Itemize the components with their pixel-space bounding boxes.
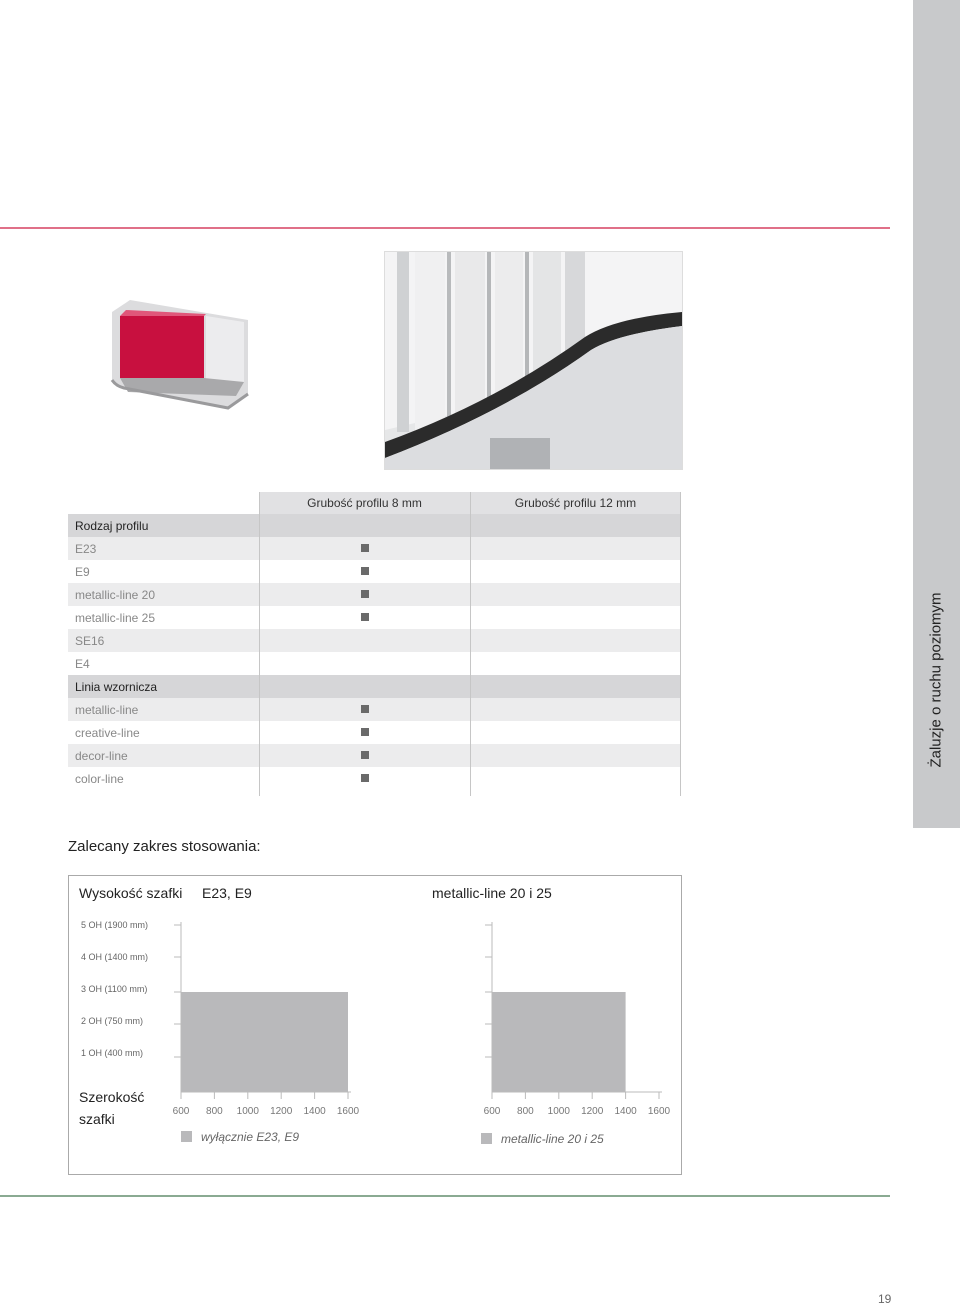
header-12mm: Grubość profilu 12 mm (470, 492, 681, 514)
table-row (68, 744, 681, 767)
available-mark-icon (361, 544, 369, 552)
legend-1 (181, 1130, 299, 1144)
product-photo (384, 251, 683, 470)
table-row (68, 537, 681, 560)
x-tick-label: 800 (517, 1106, 534, 1117)
y-level-label: 1 OH (400 mm) (81, 1048, 144, 1058)
x-tick-label: 600 (172, 1106, 190, 1117)
row-label: E4 (75, 657, 90, 671)
table-row (68, 583, 681, 606)
chart-title-1: E23, E9 (202, 885, 252, 901)
table-row (68, 652, 681, 675)
top-rule (0, 227, 890, 229)
x-tick-label: 1200 (270, 1106, 293, 1117)
available-mark-icon (361, 705, 369, 713)
x-tick-label: 1200 (581, 1106, 604, 1117)
available-mark-icon (361, 774, 369, 782)
height-label: Wysokość szafki (79, 885, 183, 901)
row-label: metallic-line 20 (75, 588, 156, 602)
legend-2 (481, 1132, 604, 1146)
row-label: decor-line (75, 749, 128, 763)
available-mark-icon (361, 613, 369, 621)
table-row (68, 698, 681, 721)
row-label: color-line (75, 772, 124, 786)
x-tick-label: 1400 (614, 1106, 637, 1117)
side-tab-title: Żaluzje o ruchu poziomym (927, 592, 945, 768)
table-row (68, 606, 681, 629)
available-mark-icon (361, 590, 369, 598)
table-divider (680, 492, 681, 796)
row-label: creative-line (75, 726, 140, 740)
x-tick-label: 1400 (303, 1106, 326, 1117)
table-row (68, 721, 681, 744)
available-mark-icon (361, 567, 369, 575)
y-level-label: 2 OH (750 mm) (81, 1016, 144, 1026)
profile-table (68, 492, 681, 796)
available-mark-icon (361, 751, 369, 759)
table-row (68, 767, 681, 790)
x-tick-label: 1000 (547, 1106, 570, 1117)
usage-range-box (68, 875, 682, 1175)
legend-text: metallic-line 20 i 25 (501, 1132, 604, 1146)
table-row (68, 560, 681, 583)
table-row (68, 629, 681, 652)
range-region (492, 992, 626, 1092)
legend-swatch (181, 1131, 192, 1142)
y-level-label: 3 OH (1100 mm) (81, 984, 148, 994)
x-tick-label: 800 (206, 1106, 223, 1117)
width-label-line: szafki (79, 1111, 115, 1127)
y-level-label: 5 OH (1900 mm) (81, 920, 149, 930)
cabinet-corner-icon (108, 300, 260, 412)
row-label: metallic-line (75, 703, 139, 717)
available-mark-icon (361, 728, 369, 736)
row-label: metallic-line 25 (75, 611, 156, 625)
row-label: Rodzaj profilu (75, 519, 149, 533)
chart-title-2: metallic-line 20 i 25 (432, 885, 552, 901)
page-number: 19 (878, 1292, 892, 1306)
x-tick-label: 1000 (236, 1106, 259, 1117)
usage-charts (69, 876, 681, 1174)
width-label-line: Szerokość (79, 1089, 145, 1105)
x-tick-label: 600 (483, 1106, 501, 1117)
table-divider (470, 492, 471, 796)
row-label: E9 (75, 565, 90, 579)
legend-swatch (481, 1133, 492, 1144)
row-label: Linia wzornicza (75, 680, 158, 694)
legend-text: wyłącznie E23, E9 (201, 1130, 300, 1144)
y-level-label: 4 OH (1400 mm) (81, 952, 149, 962)
table-row (68, 675, 681, 698)
header-8mm: Grubość profilu 8 mm (259, 492, 470, 514)
row-label: SE16 (75, 634, 105, 648)
usage-title: Zalecany zakres stosowania: (68, 838, 261, 855)
bottom-rule (0, 1195, 890, 1197)
x-tick-label: 1600 (336, 1106, 360, 1117)
row-label: E23 (75, 542, 97, 556)
range-region (181, 992, 348, 1092)
table-row (68, 514, 681, 537)
table-divider (259, 492, 260, 796)
x-tick-label: 1600 (647, 1106, 671, 1117)
